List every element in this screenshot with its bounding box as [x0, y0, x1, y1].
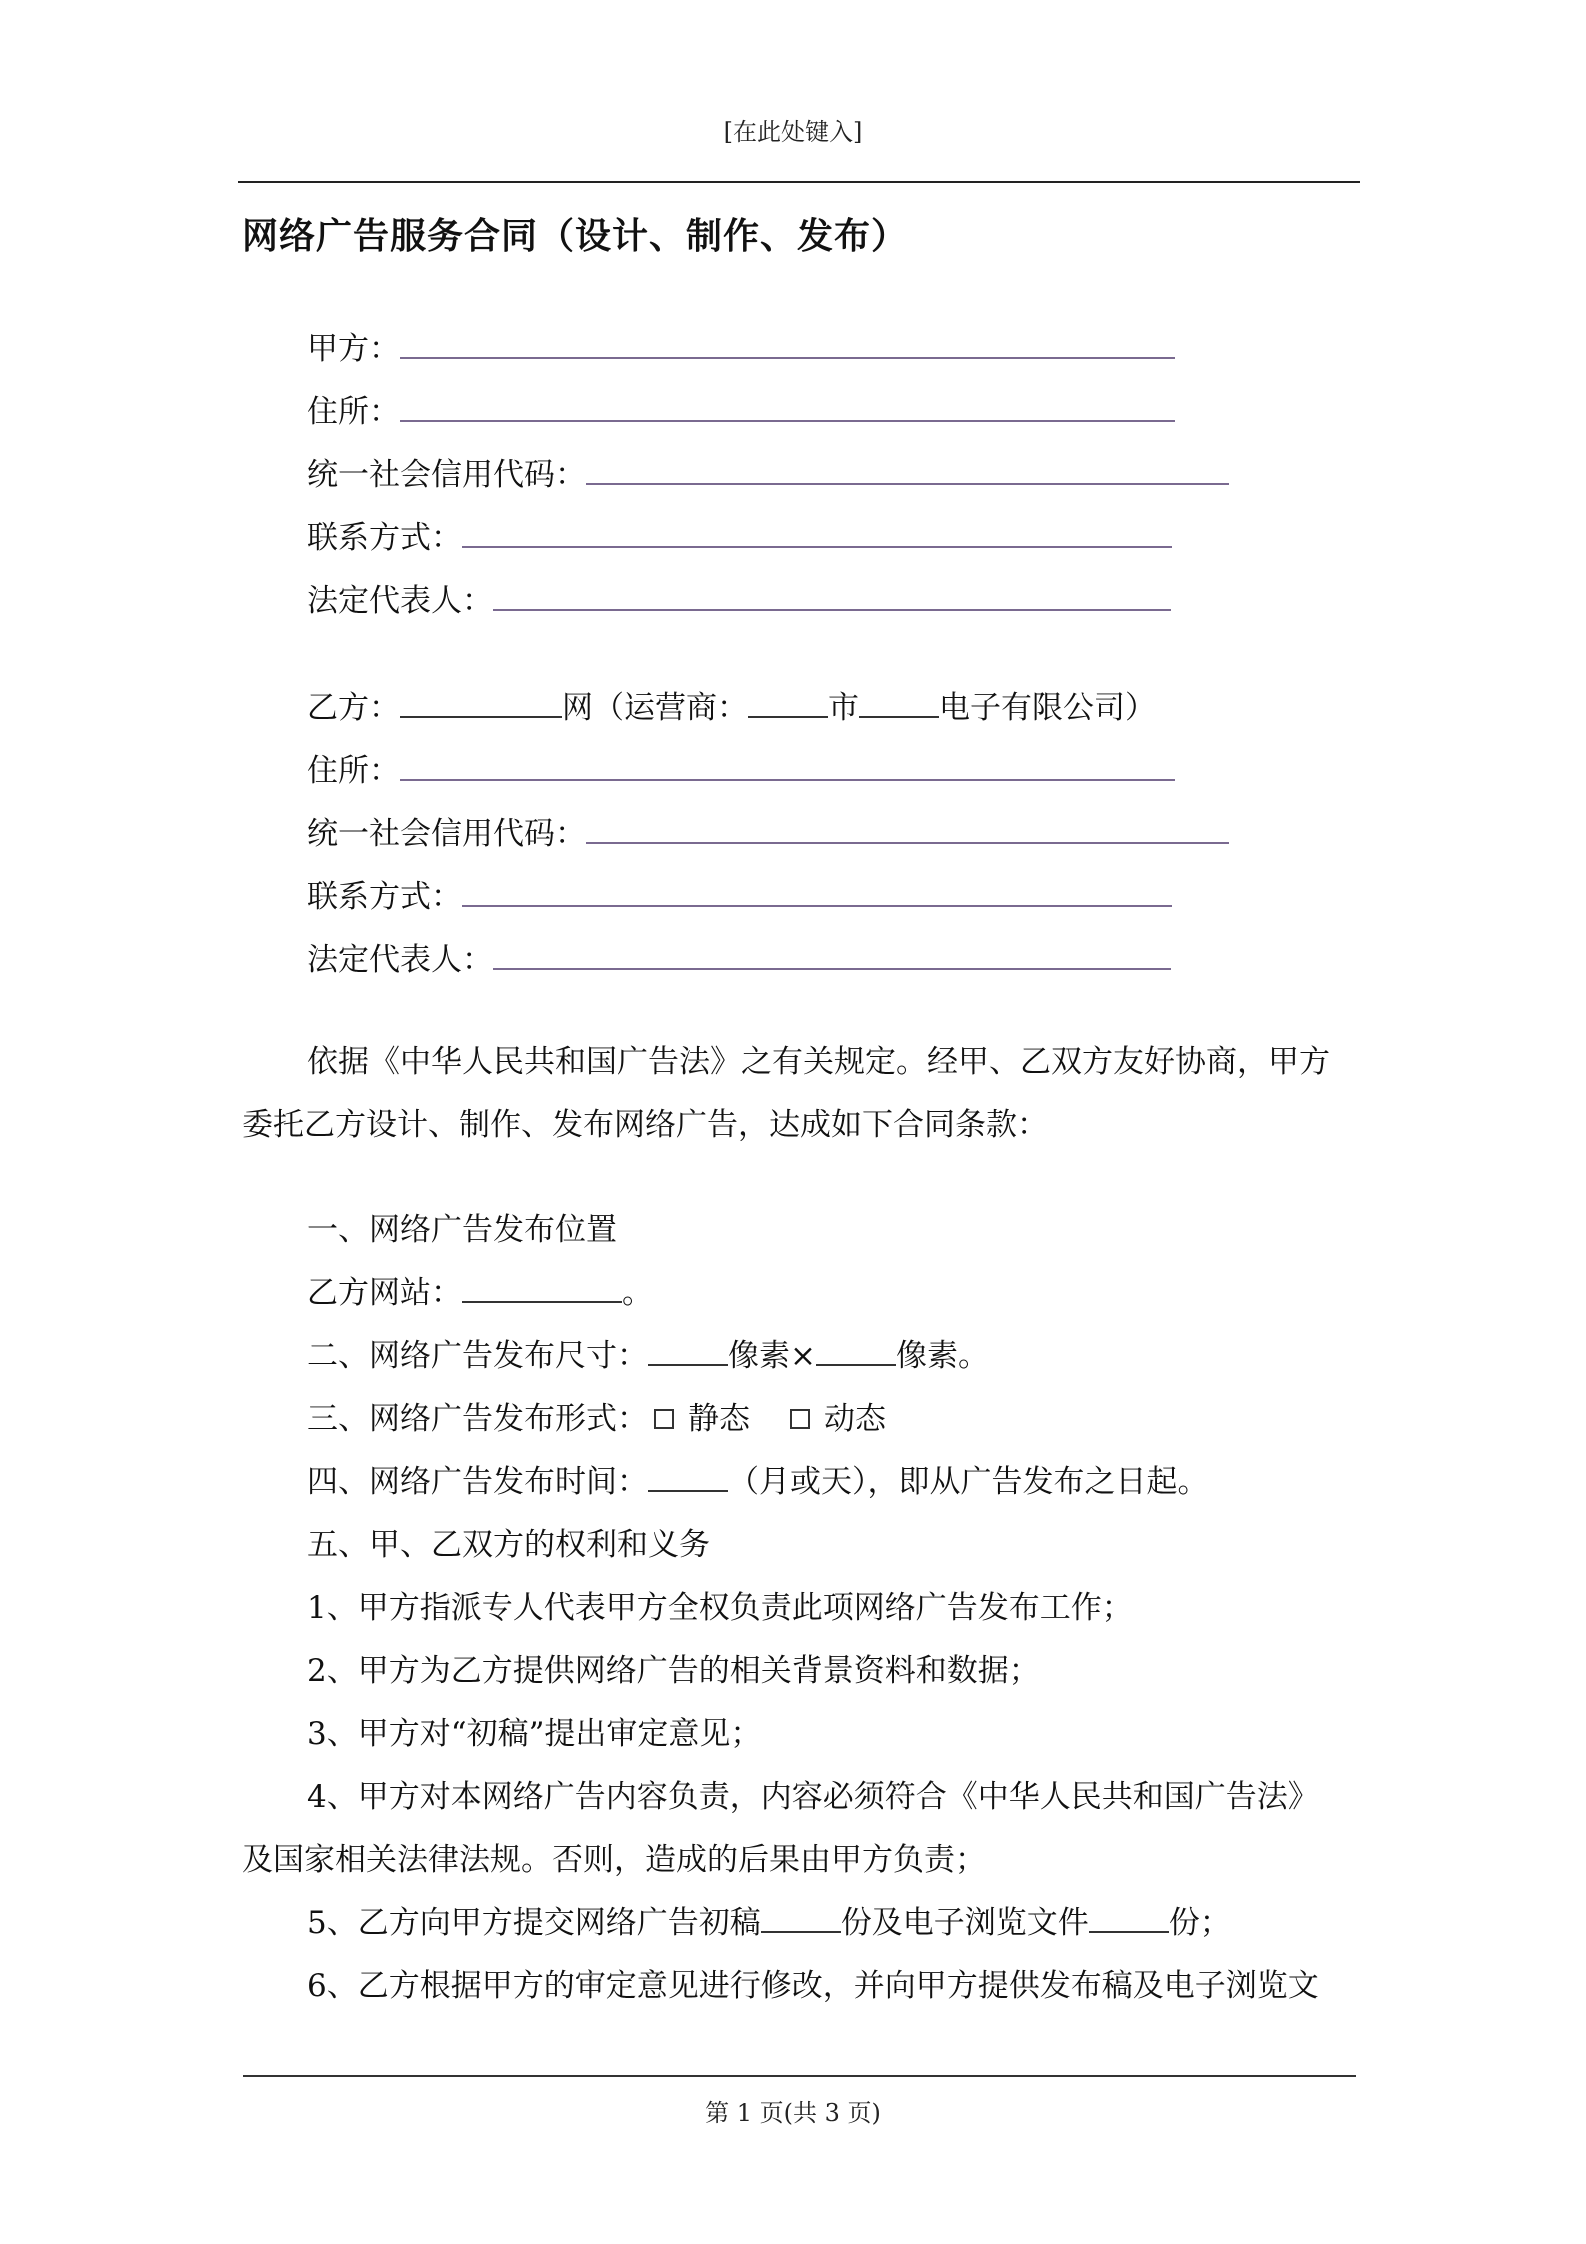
item-5-text-a: 5、乙方向甲方提交网络广告初稿 — [307, 1905, 761, 1941]
party-b-legal-rep-label: 法定代表人： — [307, 942, 493, 978]
party-b-city-suffix: 市 — [828, 690, 859, 726]
party-b-city-blank[interactable] — [748, 688, 828, 718]
static-checkbox[interactable] — [654, 1409, 674, 1429]
party-a-address-blank[interactable] — [400, 392, 1175, 422]
dynamic-option-label: 动态 — [824, 1401, 886, 1437]
party-a-legal-rep-field[interactable] — [307, 578, 1171, 624]
party-a-legal-rep-label: 法定代表人： — [307, 583, 493, 619]
party-b-name-suffix: 网（运营商： — [562, 690, 748, 726]
party-b-company-blank[interactable] — [859, 688, 939, 718]
party-b-credit-code-field[interactable] — [307, 811, 1229, 857]
clause-5-item-6-line-1: 6、乙方根据甲方的审定意见进行修改，并向甲方提供发布稿及电子浏览文 — [307, 1968, 1319, 2004]
party-a-name-blank[interactable] — [400, 329, 1175, 359]
dynamic-checkbox[interactable] — [790, 1409, 810, 1429]
static-option-label: 静态 — [688, 1401, 750, 1437]
party-b-legal-rep-field[interactable] — [307, 937, 1171, 983]
clause-4-label: 四、网络广告发布时间： — [307, 1464, 648, 1500]
clause-5-item-2: 2、甲方为乙方提供网络广告的相关背景资料和数据； — [307, 1653, 1040, 1689]
party-a-credit-code-blank[interactable] — [586, 455, 1229, 485]
party-a-contact-blank[interactable] — [462, 518, 1172, 548]
clause-5-title: 五、甲、乙双方的权利和义务 — [307, 1527, 710, 1563]
party-a-address-field[interactable] — [307, 389, 1175, 435]
party-a-name-field[interactable] — [307, 326, 1175, 372]
clause-5-item-4-line-1: 4、甲方对本网络广告内容负责，内容必须符合《中华人民共和国广告法》 — [307, 1779, 1319, 1815]
clause-2-height-blank[interactable] — [816, 1336, 896, 1366]
clause-5-item-5 — [307, 1900, 1231, 1946]
clause-2-width-blank[interactable] — [648, 1336, 728, 1366]
clause-1-title: 一、网络广告发布位置 — [307, 1212, 617, 1248]
page-footer: 第 1 页(共 3 页) — [705, 2099, 881, 2127]
party-b-contact-blank[interactable] — [462, 877, 1172, 907]
party-b-company-suffix: 电子有限公司） — [939, 690, 1156, 726]
clause-5-item-3: 3、甲方对“初稿”提出审定意见； — [307, 1716, 762, 1752]
party-b-credit-code-blank[interactable] — [586, 814, 1229, 844]
party-b-address-blank[interactable] — [400, 751, 1175, 781]
party-a-legal-rep-blank[interactable] — [493, 581, 1171, 611]
intro-line-2: 委托乙方设计、制作、发布网络广告，达成如下合同条款： — [242, 1107, 1048, 1143]
clause-1-site-label: 乙方网站： — [307, 1275, 462, 1311]
clause-3-label: 三、网络广告发布形式： — [307, 1401, 648, 1437]
party-a-credit-code-label: 统一社会信用代码： — [307, 457, 586, 493]
party-a-address-label: 住所： — [307, 394, 400, 430]
party-a-contact-label: 联系方式： — [307, 520, 462, 556]
item-5-text-b: 份及电子浏览文件 — [840, 1905, 1089, 1941]
party-b-address-field[interactable] — [307, 748, 1175, 794]
clause-5-item-4-line-2: 及国家相关法律法规。否则，造成的后果由甲方负责； — [242, 1842, 986, 1878]
party-b-contact-label: 联系方式： — [307, 879, 462, 915]
party-a-credit-code-field[interactable] — [307, 452, 1229, 498]
party-b-site-blank[interactable] — [400, 688, 562, 718]
document-title: 网络广告服务合同（设计、制作、发布） — [242, 215, 909, 257]
clause-2-mid: 像素× — [728, 1338, 816, 1374]
item-5-draft-count-blank[interactable] — [761, 1903, 841, 1933]
intro-line-1: 依据《中华人民共和国广告法》之有关规定。经甲、乙双方友好协商，甲方 — [307, 1044, 1330, 1080]
clause-2-label: 二、网络广告发布尺寸： — [307, 1338, 648, 1374]
party-b-legal-rep-blank[interactable] — [493, 940, 1171, 970]
clause-5-item-1: 1、甲方指派专人代表甲方全权负责此项网络广告发布工作； — [307, 1590, 1133, 1626]
party-b-name-label: 乙方： — [307, 690, 400, 726]
clause-3-format — [307, 1396, 886, 1442]
clause-1-site-end: 。 — [622, 1275, 653, 1311]
header-rule — [238, 181, 1360, 183]
item-5-text-c: 份； — [1168, 1905, 1231, 1941]
party-b-contact-field[interactable] — [307, 874, 1172, 920]
page-header: [在此处键入] — [723, 118, 863, 146]
clause-2-end: 像素。 — [895, 1338, 989, 1374]
party-b-address-label: 住所： — [307, 753, 400, 789]
item-5-file-count-blank[interactable] — [1089, 1903, 1169, 1933]
party-b-credit-code-label: 统一社会信用代码： — [307, 816, 586, 852]
clause-4-duration-blank[interactable] — [648, 1462, 728, 1492]
clause-1-site-blank[interactable] — [462, 1273, 622, 1303]
clause-4-time — [307, 1459, 1209, 1505]
footer-rule — [243, 2075, 1356, 2077]
clause-2-size — [307, 1333, 989, 1379]
clause-1-site — [307, 1270, 653, 1316]
clause-4-end: （月或天），即从广告发布之日起。 — [728, 1464, 1209, 1500]
party-a-name-label: 甲方： — [307, 331, 400, 367]
party-b-name-field[interactable] — [307, 685, 1156, 731]
party-a-contact-field[interactable] — [307, 515, 1172, 561]
